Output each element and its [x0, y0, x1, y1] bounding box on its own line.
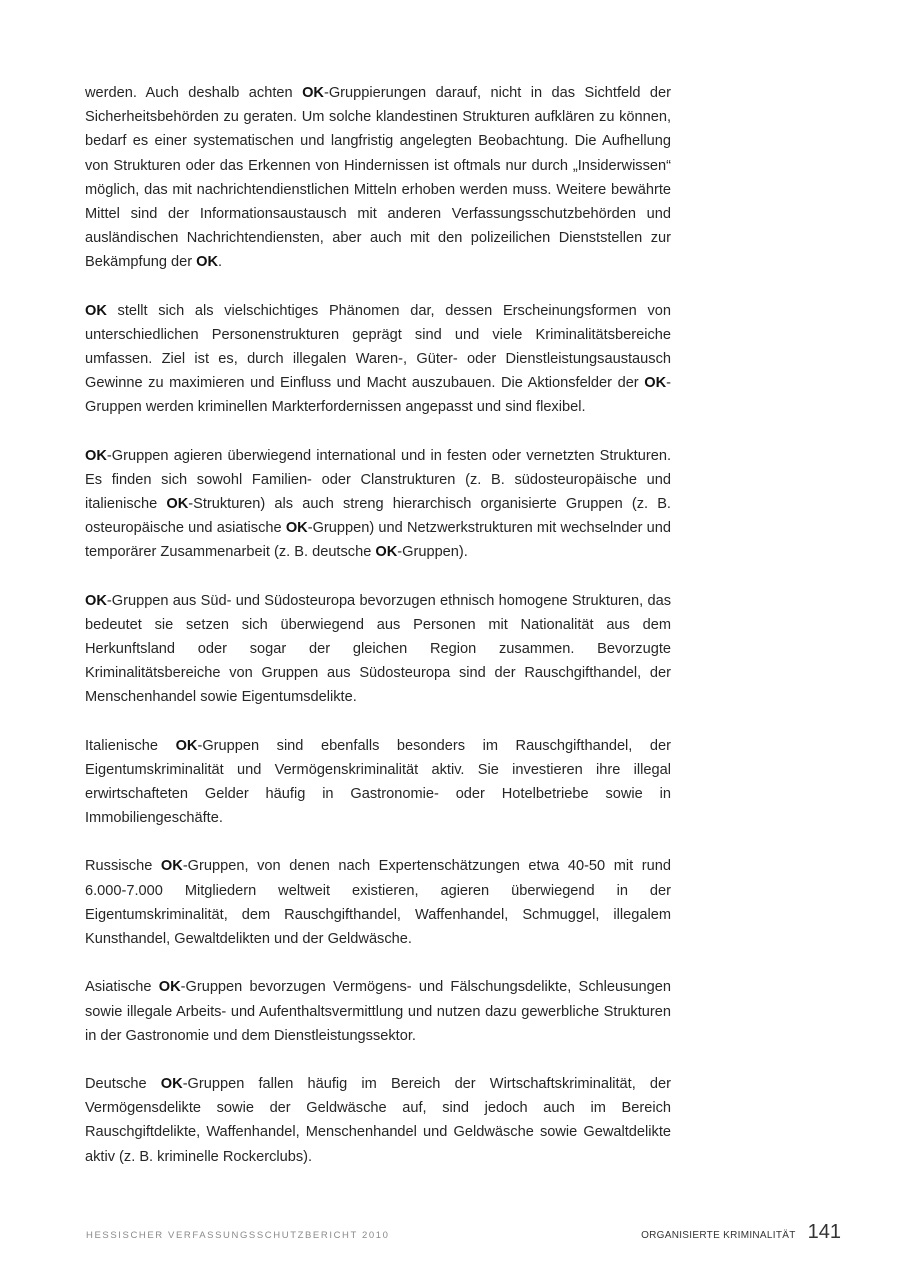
text-segment: Asiatische [85, 979, 159, 996]
text-segment: -Gruppen sind ebenfalls besonders im Rauschgifthandel, der Eigentumskriminalität und Vermögenskriminalität aktiv. Sie investieren ihre illegal erwirtschafteten Gelder häufig in Gastronomie- oder Hotelbetriebe sowie in Immobiliengeschäfte. [85, 737, 671, 827]
text-segment: Deutsche [85, 1075, 161, 1092]
paragraph [85, 734, 671, 831]
text-segment: -Gruppen fallen häufig im Bereich der Wirtschaftskriminalität, der Vermögensdelikte sowie der Geldwäsche auf, sind jedoch auch im Bereich Rauschgiftdelikte, Waffenhandel, Menschenhandel und Geldwäsche sowie Gewaltdelikte aktiv (z. B. kriminelle Rockerclubs). [85, 1075, 671, 1165]
ok-abbreviation: OK [85, 447, 107, 464]
ok-abbreviation: OK [302, 85, 324, 101]
text-segment: -Gruppen) und Netzwerkstrukturen mit wechselnder und temporärer Zusammenarbeit (z. B. deutsche [85, 520, 672, 561]
ok-abbreviation: OK [158, 979, 181, 996]
ok-abbreviation: OK [196, 254, 219, 271]
text-segment: . [218, 254, 223, 271]
paragraph [85, 299, 671, 420]
text-segment: -Gruppen aus Süd- und Südosteuropa bevorzugen ethnisch homogene Strukturen, das bedeutet sie setzen sich überwiegend aus Personen mit Nationalität aus dem Herkunftsland oder sogar der gleichen Region zusammen. Bevorzugte Kriminalitätsbereiche von Gruppen aus Südosteuropa sind der Rauschgifthandel, der Menschenhandel sowie Eigentumsdelikte. [85, 592, 671, 706]
body-text [85, 81, 671, 1193]
ok-abbreviation: OK [285, 520, 308, 537]
text-segment: -Strukturen) als auch streng hierarchisch organisierte Gruppen (z. B. osteuropäische und asiatische [85, 496, 671, 537]
paragraph [85, 975, 671, 1048]
paragraph [85, 1072, 671, 1169]
paragraph [85, 81, 671, 275]
text-segment: -Gruppen, von denen nach Expertenschätzungen etwa 40-50 mit rund 6.000-7.000 Mitgliedern weltweit existieren, agieren überwiegend in der Eigentumskriminalität, dem Rauschgifthandel, Waffenhandel, Schmuggel, illegalem Kunsthandel, Gewaltdelikten und der Geldwäsche. [85, 858, 672, 948]
text-segment: Russische [85, 858, 161, 875]
ok-abbreviation: OK [85, 592, 107, 609]
paragraph [85, 854, 671, 951]
paragraph [85, 589, 671, 710]
text-segment: -Gruppierungen darauf, nicht in das Sichtfeld der Sicherheitsbehörden zu geraten. Um solche klandestinen Strukturen aufklären zu können, bedarf es einer systematischen und langfristig angelegten Beobachtung. Die Aufhellung von Strukturen oder das Erkennen von Hindernissen ist oftmals nur durch „Insiderwissen“ möglich, das mit nachrichtendienstlichen Mitteln erhoben werden muss. Weitere bewährte Mittel sind der Informationsaustausch mit anderen Verfassungsschutzbehörden und ausländischen Nachrichtendiensten, aber auch mit den polizeilichen Dienststellen zur Bekämpfung der [85, 85, 671, 271]
text-segment: stellt sich als vielschichtiges Phänomen dar, dessen Erscheinungsformen von unterschiedlichen Personenstrukturen geprägt sind und viele Kriminalitätsbereiche umfassen. Ziel ist es, durch illegalen Waren-, Güter- oder Dienstleistungsaustausch Gewinne zu maximieren und Einfluss und Macht auszubauen. Die Aktionsfelder der [85, 302, 671, 392]
ok-abbreviation: OK [160, 858, 183, 875]
text-segment: -Gruppen). [397, 544, 468, 561]
ok-abbreviation: OK [160, 1075, 183, 1092]
text-segment: Italienische [85, 737, 176, 754]
text-segment: -Gruppen bevorzugen Vermögens- und Fälschungsdelikte, Schleusungen sowie illegale Arbeits- und Aufenthaltsvermittlung und nutzen dazu gewerbliche Strukturen in der Gastronomie und dem Dienstleistungssektor. [85, 979, 671, 1044]
footer-right [641, 1221, 841, 1244]
ok-abbreviation: OK [644, 375, 667, 392]
ok-abbreviation: OK [375, 544, 398, 561]
text-segment: -Gruppen agieren überwiegend international und in festen oder vernetzten Strukturen. Es finden sich sowohl Familien- oder Clanstrukturen (z. B. südosteuropäische und italienische [85, 447, 671, 513]
text-segment: werden. Auch deshalb achten [85, 85, 303, 101]
footer-publication-title: HESSISCHER VERFASSUNGSSCHUTZBERICHT 2010 [86, 1230, 390, 1241]
page-number: 141 [807, 1221, 841, 1243]
paragraph [85, 444, 671, 565]
footer-section-title: ORGANISIERTE KRIMINALITÄT [641, 1230, 796, 1241]
ok-abbreviation: OK [85, 302, 107, 319]
ok-abbreviation: OK [166, 496, 189, 513]
ok-abbreviation: OK [175, 737, 198, 754]
text-segment: -Gruppen werden kriminellen Markterfordernissen angepasst und sind flexibel. [85, 375, 671, 416]
